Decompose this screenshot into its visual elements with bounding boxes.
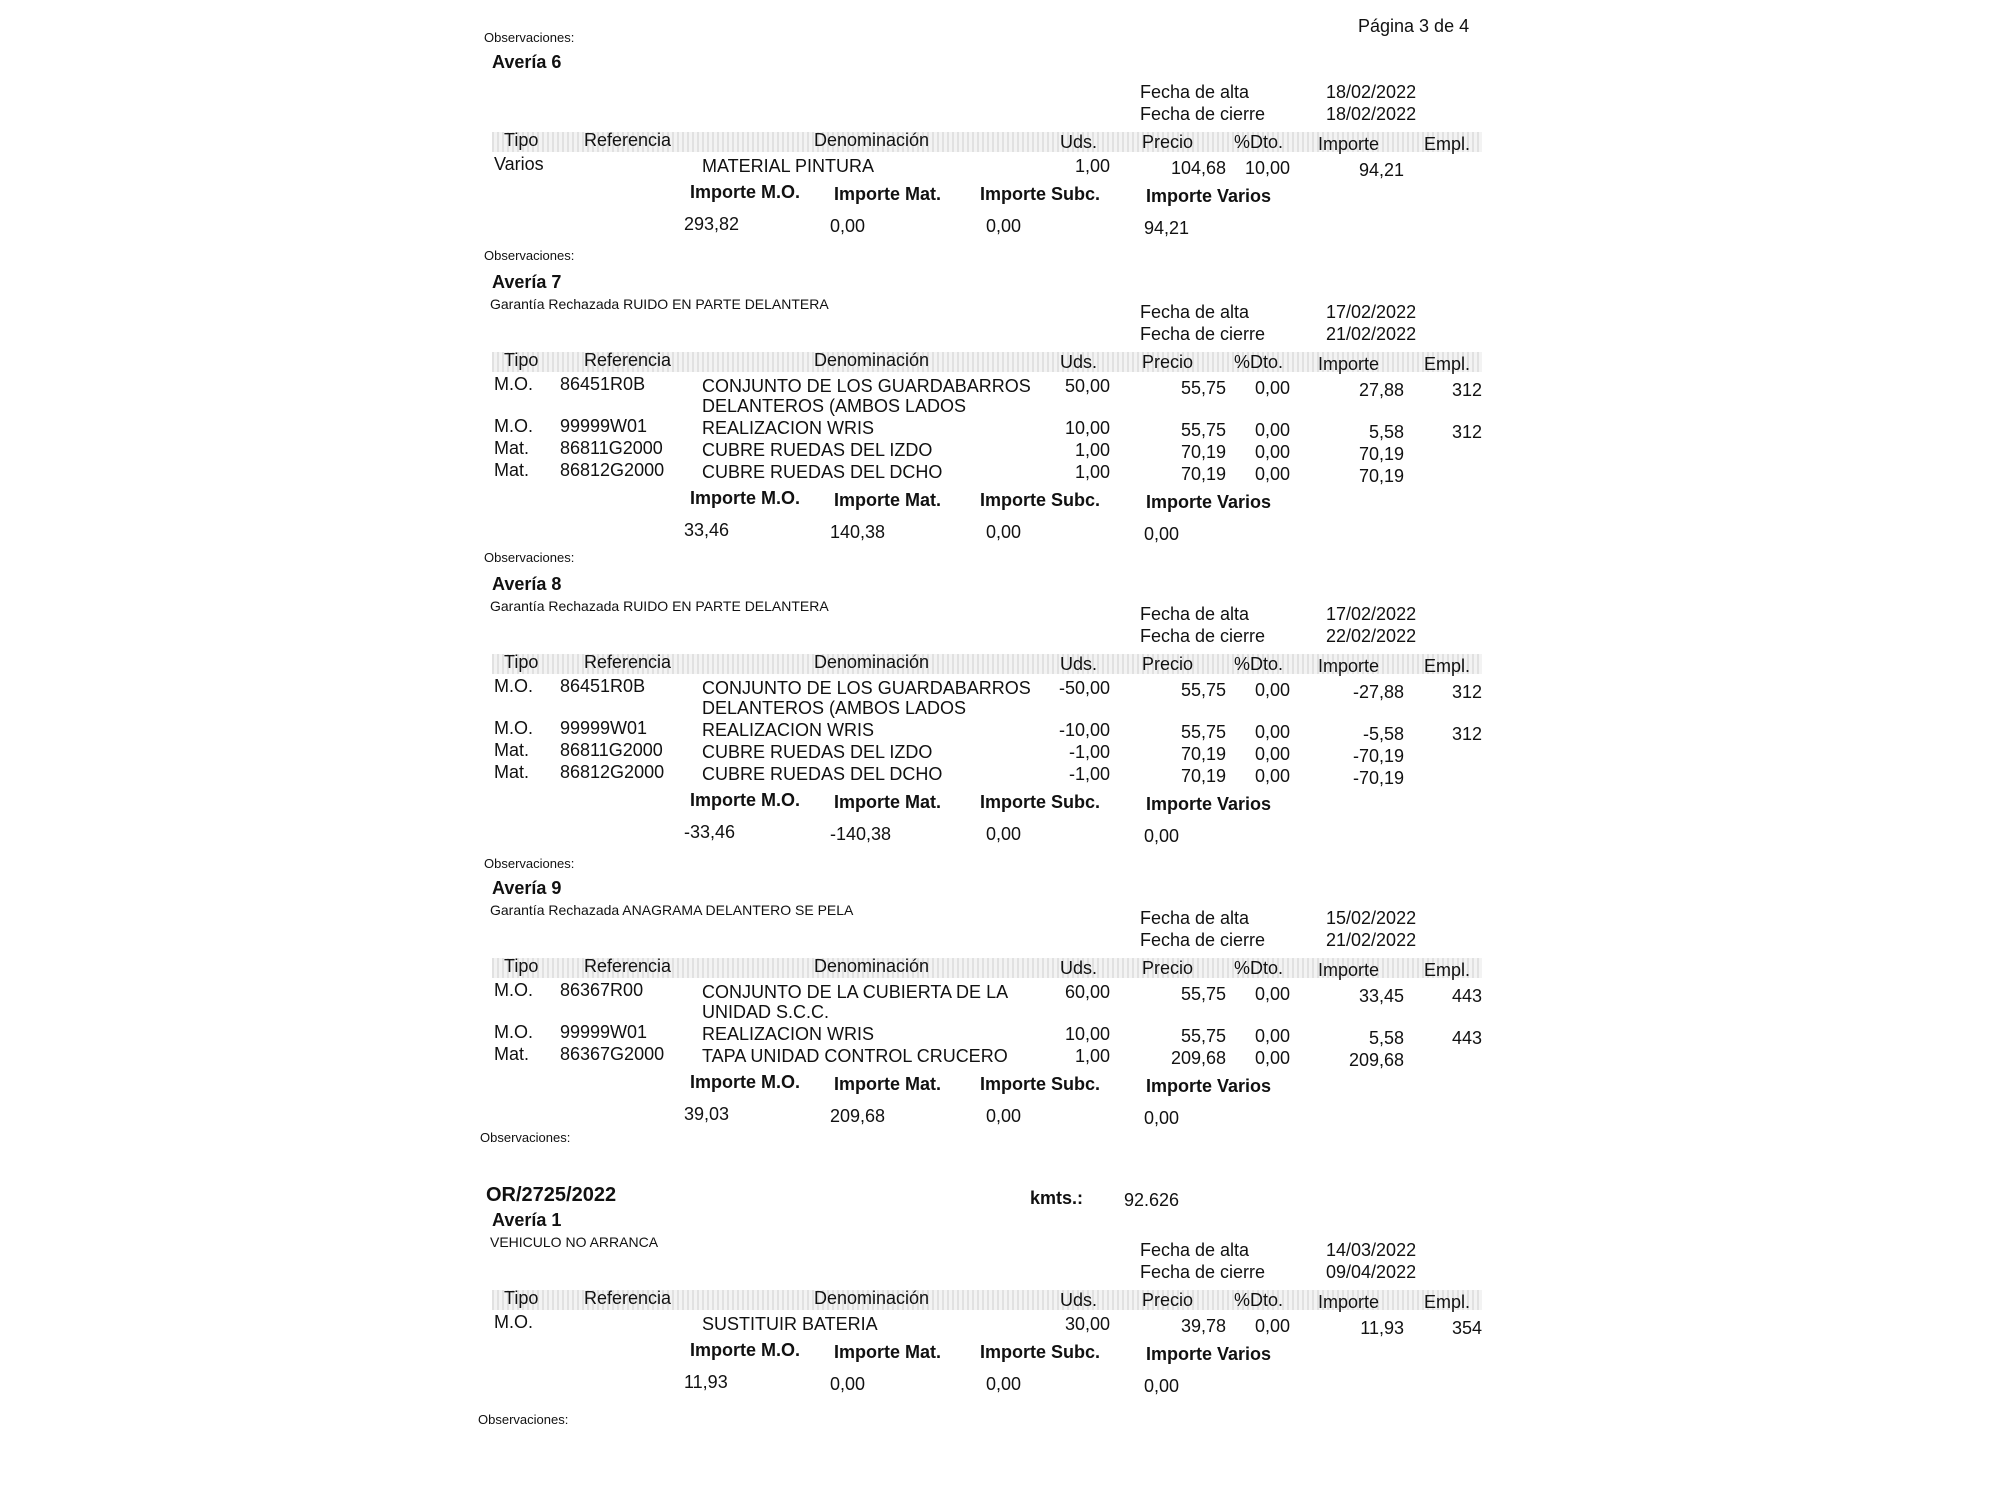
row-tipo: Mat. — [494, 460, 530, 480]
fecha-cierre-label: Fecha de cierre — [1140, 626, 1266, 646]
row-uds: 1,00 — [1074, 462, 1110, 482]
row-uds: -1,00 — [1068, 742, 1110, 762]
importe-mat-label: Importe Mat. — [834, 1342, 942, 1362]
header-denominacion: Denominación — [814, 652, 930, 672]
importe-mo-label: Importe M.O. — [690, 1072, 801, 1092]
row-uds: -1,00 — [1068, 764, 1110, 784]
header-empl: Empl. — [1424, 656, 1471, 676]
header-precio: Precio — [1142, 352, 1194, 372]
row-denominacion: MATERIAL PINTURA — [702, 156, 875, 176]
fecha-cierre-value: 21/02/2022 — [1326, 324, 1417, 344]
importe-varios-value: 0,00 — [1144, 826, 1180, 846]
row-dto: 0,00 — [1254, 420, 1290, 440]
header-importe: Importe — [1318, 1292, 1380, 1312]
row-importe: 209,68 — [1348, 1050, 1404, 1070]
importe-mo-value: -33,46 — [684, 822, 736, 842]
row-tipo: Varios — [494, 154, 544, 174]
header-denominacion: Denominación — [814, 130, 930, 150]
header-dto: %Dto. — [1234, 352, 1284, 372]
row-denominacion-cont: UNIDAD S.C.C. — [702, 1002, 830, 1022]
header-uds: Uds. — [1060, 132, 1098, 152]
fecha-cierre-value: 09/04/2022 — [1326, 1262, 1417, 1282]
header-empl: Empl. — [1424, 354, 1471, 374]
row-importe: 5,58 — [1368, 1028, 1404, 1048]
importe-subc-value: 0,00 — [986, 522, 1022, 542]
observaciones-label: Observaciones: — [484, 550, 575, 565]
row-precio: 70,19 — [1180, 442, 1226, 462]
row-dto: 0,00 — [1254, 680, 1290, 700]
fecha-alta-label: Fecha de alta — [1140, 604, 1250, 624]
row-referencia: 99999W01 — [560, 416, 648, 436]
row-empl: 312 — [1451, 422, 1482, 442]
importe-mo-value: 33,46 — [684, 520, 730, 540]
importe-mo-label: Importe M.O. — [690, 488, 801, 508]
header-referencia: Referencia — [584, 130, 672, 150]
importe-varios-value: 0,00 — [1144, 1376, 1180, 1396]
header-dto: %Dto. — [1234, 958, 1284, 978]
averia-description: VEHICULO NO ARRANCA — [490, 1234, 659, 1250]
fecha-alta-label: Fecha de alta — [1140, 908, 1250, 928]
row-denominacion: CUBRE RUEDAS DEL IZDO — [702, 742, 933, 762]
row-empl: 354 — [1451, 1318, 1482, 1338]
row-dto: 10,00 — [1244, 158, 1290, 178]
row-dto: 0,00 — [1254, 442, 1290, 462]
row-tipo: M.O. — [494, 1022, 533, 1042]
importe-mo-label: Importe M.O. — [690, 182, 801, 202]
row-uds: 50,00 — [1064, 376, 1110, 396]
row-tipo: Mat. — [494, 762, 530, 782]
row-tipo: Mat. — [494, 740, 530, 760]
row-importe: -70,19 — [1352, 746, 1404, 766]
row-precio: 55,75 — [1180, 722, 1226, 742]
importe-mat-value: 0,00 — [830, 216, 866, 236]
row-uds: 1,00 — [1074, 1046, 1110, 1066]
row-uds: 10,00 — [1064, 418, 1110, 438]
row-denominacion-cont: DELANTEROS (AMBOS LADOS — [702, 396, 967, 416]
row-denominacion: CUBRE RUEDAS DEL DCHO — [702, 462, 943, 482]
row-referencia: 86811G2000 — [560, 438, 663, 458]
averia-title: Avería 6 — [492, 52, 562, 72]
row-dto: 0,00 — [1254, 378, 1290, 398]
header-referencia: Referencia — [584, 652, 672, 672]
importe-subc-label: Importe Subc. — [980, 792, 1101, 812]
row-importe: 70,19 — [1358, 444, 1404, 464]
header-precio: Precio — [1142, 132, 1194, 152]
observaciones-label: Observaciones: — [484, 248, 575, 263]
header-tipo: Tipo — [504, 350, 539, 370]
header-dto: %Dto. — [1234, 132, 1284, 152]
row-referencia: 86812G2000 — [560, 762, 665, 782]
row-dto: 0,00 — [1254, 984, 1290, 1004]
row-precio: 209,68 — [1170, 1048, 1226, 1068]
row-referencia: 99999W01 — [560, 1022, 648, 1042]
kmts-label: kmts.: — [1030, 1188, 1084, 1208]
row-importe: 11,93 — [1360, 1318, 1404, 1338]
row-tipo: Mat. — [494, 438, 530, 458]
header-dto: %Dto. — [1234, 1290, 1284, 1310]
importe-varios-value: 0,00 — [1144, 1108, 1180, 1128]
row-importe: -5,58 — [1362, 724, 1404, 744]
row-denominacion: REALIZACION WRIS — [702, 1024, 875, 1044]
row-precio: 55,75 — [1180, 420, 1226, 440]
importe-mo-label: Importe M.O. — [690, 1340, 801, 1360]
row-empl: 443 — [1451, 986, 1482, 1006]
kmts-value: 92.626 — [1124, 1190, 1180, 1210]
observaciones-label: Observaciones: — [484, 30, 575, 45]
importe-mat-label: Importe Mat. — [834, 184, 942, 204]
row-denominacion-cont: DELANTEROS (AMBOS LADOS — [702, 698, 967, 718]
fecha-alta-value: 17/02/2022 — [1326, 302, 1417, 322]
row-tipo: M.O. — [494, 374, 533, 394]
header-importe: Importe — [1318, 656, 1380, 676]
fecha-alta-label: Fecha de alta — [1140, 82, 1250, 102]
row-referencia: 86812G2000 — [560, 460, 665, 480]
row-uds: 30,00 — [1064, 1314, 1110, 1334]
fecha-cierre-value: 21/02/2022 — [1326, 930, 1417, 950]
row-precio: 55,75 — [1180, 1026, 1226, 1046]
row-uds: 1,00 — [1074, 156, 1110, 176]
fecha-cierre-value: 18/02/2022 — [1326, 104, 1417, 124]
header-referencia: Referencia — [584, 956, 672, 976]
header-tipo: Tipo — [504, 956, 539, 976]
header-precio: Precio — [1142, 958, 1194, 978]
row-denominacion: REALIZACION WRIS — [702, 418, 875, 438]
row-precio: 39,78 — [1180, 1316, 1226, 1336]
row-precio: 55,75 — [1180, 378, 1226, 398]
fecha-alta-value: 17/02/2022 — [1326, 604, 1417, 624]
row-denominacion: REALIZACION WRIS — [702, 720, 875, 740]
row-dto: 0,00 — [1254, 1048, 1290, 1068]
averia-title: Avería 8 — [492, 574, 562, 594]
fecha-alta-value: 18/02/2022 — [1326, 82, 1417, 102]
row-uds: 60,00 — [1064, 982, 1110, 1002]
row-precio: 70,19 — [1180, 766, 1226, 786]
row-precio: 55,75 — [1180, 984, 1226, 1004]
row-dto: 0,00 — [1254, 464, 1290, 484]
row-uds: -10,00 — [1058, 720, 1110, 740]
header-tipo: Tipo — [504, 130, 539, 150]
averia-title: Avería 9 — [492, 878, 562, 898]
header-uds: Uds. — [1060, 1290, 1098, 1310]
importe-subc-label: Importe Subc. — [980, 1342, 1101, 1362]
importe-subc-value: 0,00 — [986, 824, 1022, 844]
importe-mat-label: Importe Mat. — [834, 490, 942, 510]
row-denominacion: SUSTITUIR BATERIA — [702, 1314, 878, 1334]
row-denominacion: CUBRE RUEDAS DEL IZDO — [702, 440, 933, 460]
row-dto: 0,00 — [1254, 722, 1290, 742]
averia-description: Garantía Rechazada ANAGRAMA DELANTERO SE PELA — [490, 902, 854, 918]
header-importe: Importe — [1318, 134, 1380, 154]
header-tipo: Tipo — [504, 652, 539, 672]
fecha-alta-label: Fecha de alta — [1140, 302, 1250, 322]
row-importe: 70,19 — [1358, 466, 1404, 486]
averia-description: Garantía Rechazada RUIDO EN PARTE DELANTERA — [490, 598, 829, 614]
averia-title: Avería 1 — [492, 1210, 562, 1230]
row-referencia: 99999W01 — [560, 718, 648, 738]
row-tipo: M.O. — [494, 718, 533, 738]
importe-mat-value: 140,38 — [830, 522, 886, 542]
importe-mat-value: -140,38 — [830, 824, 892, 844]
row-denominacion: CONJUNTO DE LOS GUARDABARROS — [702, 376, 1031, 396]
importe-varios-value: 0,00 — [1144, 524, 1180, 544]
header-uds: Uds. — [1060, 654, 1098, 674]
observaciones-label: Observaciones: — [480, 1130, 571, 1145]
row-precio: 70,19 — [1180, 744, 1226, 764]
row-tipo: M.O. — [494, 980, 533, 1000]
fecha-cierre-label: Fecha de cierre — [1140, 930, 1266, 950]
importe-mat-label: Importe Mat. — [834, 792, 942, 812]
importe-mo-label: Importe M.O. — [690, 790, 801, 810]
row-empl: 312 — [1451, 682, 1482, 702]
header-uds: Uds. — [1060, 352, 1098, 372]
fecha-cierre-label: Fecha de cierre — [1140, 324, 1266, 344]
header-empl: Empl. — [1424, 960, 1471, 980]
or-number: OR/2725/2022 — [486, 1184, 617, 1206]
row-precio: 55,75 — [1180, 680, 1226, 700]
row-importe: 94,21 — [1358, 160, 1404, 180]
row-referencia: 86367G2000 — [560, 1044, 665, 1064]
header-denominacion: Denominación — [814, 1288, 930, 1308]
importe-varios-label: Importe Varios — [1146, 492, 1272, 512]
row-tipo: Mat. — [494, 1044, 530, 1064]
importe-mo-value: 293,82 — [684, 214, 740, 234]
header-referencia: Referencia — [584, 350, 672, 370]
row-importe: -70,19 — [1352, 768, 1404, 788]
row-denominacion: TAPA UNIDAD CONTROL CRUCERO — [702, 1046, 1008, 1066]
row-referencia: 86451R0B — [560, 374, 646, 394]
row-tipo: M.O. — [494, 676, 533, 696]
fecha-cierre-value: 22/02/2022 — [1326, 626, 1417, 646]
row-denominacion: CUBRE RUEDAS DEL DCHO — [702, 764, 943, 784]
row-denominacion: CONJUNTO DE LA CUBIERTA DE LA — [702, 982, 1009, 1002]
row-precio: 70,19 — [1180, 464, 1226, 484]
row-denominacion: CONJUNTO DE LOS GUARDABARROS — [702, 678, 1031, 698]
importe-subc-value: 0,00 — [986, 1106, 1022, 1126]
row-dto: 0,00 — [1254, 1026, 1290, 1046]
row-uds: 10,00 — [1064, 1024, 1110, 1044]
importe-subc-value: 0,00 — [986, 216, 1022, 236]
page-number: Página 3 de 4 — [1358, 16, 1470, 36]
fecha-alta-value: 15/02/2022 — [1326, 908, 1417, 928]
row-importe: 33,45 — [1358, 986, 1404, 1006]
header-dto: %Dto. — [1234, 654, 1284, 674]
importe-varios-label: Importe Varios — [1146, 794, 1272, 814]
row-precio: 104,68 — [1170, 158, 1226, 178]
header-denominacion: Denominación — [814, 350, 930, 370]
row-referencia: 86451R0B — [560, 676, 646, 696]
row-importe: 5,58 — [1368, 422, 1404, 442]
row-tipo: M.O. — [494, 416, 533, 436]
row-dto: 0,00 — [1254, 766, 1290, 786]
row-importe: 27,88 — [1358, 380, 1404, 400]
row-referencia: 86367R00 — [560, 980, 644, 1000]
header-importe: Importe — [1318, 960, 1380, 980]
averia-title: Avería 7 — [492, 272, 562, 292]
header-denominacion: Denominación — [814, 956, 930, 976]
row-uds: -50,00 — [1058, 678, 1110, 698]
observaciones-label: Observaciones: — [478, 1412, 569, 1427]
row-importe: -27,88 — [1352, 682, 1404, 702]
header-empl: Empl. — [1424, 1292, 1471, 1312]
importe-mat-value: 0,00 — [830, 1374, 866, 1394]
header-referencia: Referencia — [584, 1288, 672, 1308]
importe-varios-label: Importe Varios — [1146, 1344, 1272, 1364]
header-tipo: Tipo — [504, 1288, 539, 1308]
row-empl: 312 — [1451, 380, 1482, 400]
importe-subc-label: Importe Subc. — [980, 490, 1101, 510]
header-uds: Uds. — [1060, 958, 1098, 978]
averia-description: Garantía Rechazada RUIDO EN PARTE DELANTERA — [490, 296, 829, 312]
header-precio: Precio — [1142, 654, 1194, 674]
fecha-cierre-label: Fecha de cierre — [1140, 104, 1266, 124]
importe-subc-label: Importe Subc. — [980, 184, 1101, 204]
importe-subc-value: 0,00 — [986, 1374, 1022, 1394]
fecha-alta-label: Fecha de alta — [1140, 1240, 1250, 1260]
row-uds: 1,00 — [1074, 440, 1110, 460]
importe-varios-value: 94,21 — [1144, 218, 1190, 238]
row-dto: 0,00 — [1254, 1316, 1290, 1336]
importe-mat-label: Importe Mat. — [834, 1074, 942, 1094]
row-empl: 443 — [1451, 1028, 1482, 1048]
fecha-cierre-label: Fecha de cierre — [1140, 1262, 1266, 1282]
importe-subc-label: Importe Subc. — [980, 1074, 1101, 1094]
header-empl: Empl. — [1424, 134, 1471, 154]
importe-mat-value: 209,68 — [830, 1106, 886, 1126]
importe-mo-value: 39,03 — [684, 1104, 730, 1124]
row-tipo: M.O. — [494, 1312, 533, 1332]
header-importe: Importe — [1318, 354, 1380, 374]
row-referencia: 86811G2000 — [560, 740, 663, 760]
row-dto: 0,00 — [1254, 744, 1290, 764]
row-empl: 312 — [1451, 724, 1482, 744]
importe-mo-value: 11,93 — [684, 1372, 728, 1392]
importe-varios-label: Importe Varios — [1146, 186, 1272, 206]
importe-varios-label: Importe Varios — [1146, 1076, 1272, 1096]
observaciones-label: Observaciones: — [484, 856, 575, 871]
header-precio: Precio — [1142, 1290, 1194, 1310]
fecha-alta-value: 14/03/2022 — [1326, 1240, 1417, 1260]
